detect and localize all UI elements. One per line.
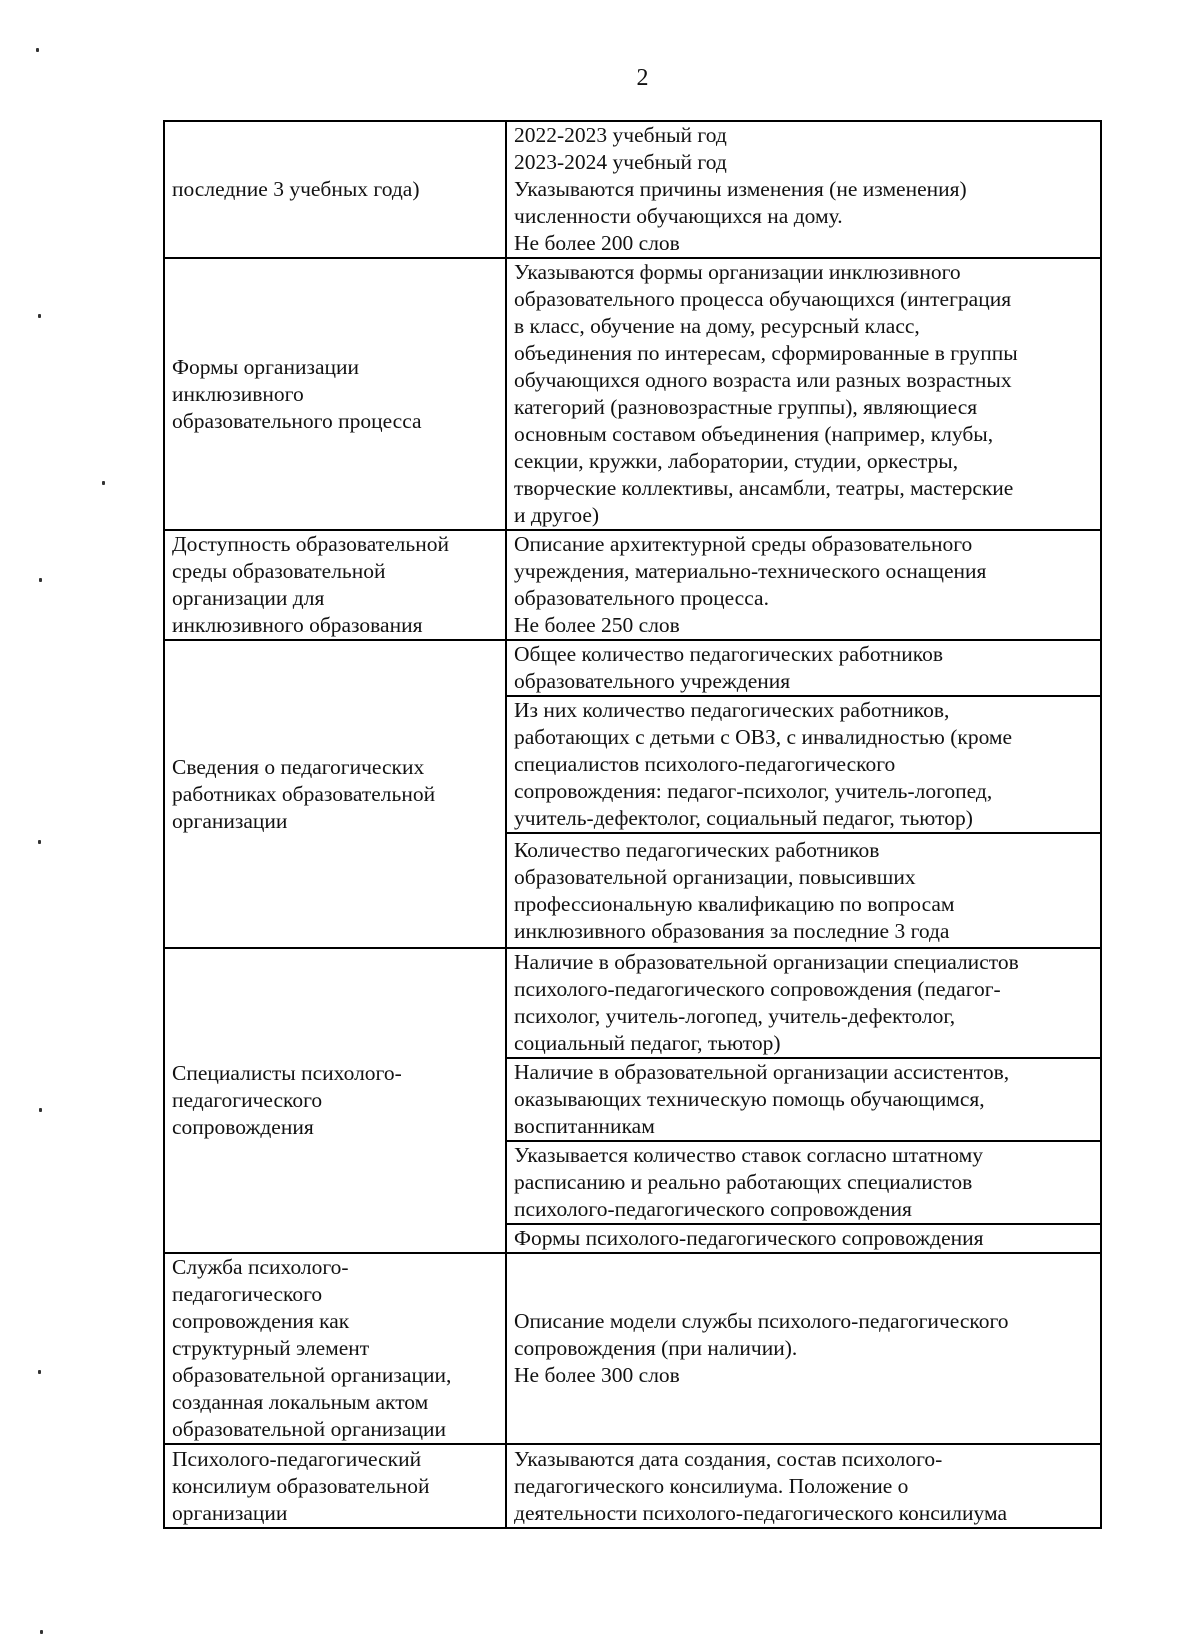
table-row xyxy=(164,258,1101,530)
text-line: оказывающих техническую помощь обучающимся, xyxy=(514,1087,985,1111)
text-line: образовательной организации, повысивших xyxy=(514,864,916,889)
text-line: образовательного процесса xyxy=(172,408,422,433)
row-label xyxy=(164,530,506,640)
scan-speck xyxy=(39,1108,42,1112)
table-row xyxy=(164,1253,1101,1444)
table-row xyxy=(164,1444,1101,1528)
text-line: работающих с детьми с ОВЗ, с инвалидностью (кроме xyxy=(514,725,1013,749)
text-line: образовательного процесса обучающихся (интеграция xyxy=(514,287,1012,311)
row-description xyxy=(506,1141,1101,1224)
text-line: 2023-2024 учебный год xyxy=(514,150,727,174)
row-description xyxy=(506,833,1101,948)
row-description xyxy=(506,530,1101,640)
text-line: педагогического консилиума. Положение о xyxy=(514,1473,909,1498)
text-line: консилиум образовательной xyxy=(172,1473,430,1498)
scan-speck xyxy=(38,1370,41,1374)
text-line: Указываются причины изменения (не изменения) xyxy=(514,177,967,201)
text-line: Формы психолого-педагогического сопровождения xyxy=(514,1226,984,1250)
text-line: образовательной организации, xyxy=(172,1363,452,1387)
text-line: Не более 300 слов xyxy=(514,1363,680,1387)
row-label xyxy=(164,640,506,948)
row-label xyxy=(164,258,506,530)
text-line: работниках образовательной xyxy=(172,781,436,806)
text-line: деятельности психолого-педагогического консилиума xyxy=(514,1500,1007,1525)
text-line: психолог, учитель-логопед, учитель-дефектолог, xyxy=(514,1004,956,1028)
row-description xyxy=(506,1253,1101,1444)
text-line: основным составом объединения (например, клубы, xyxy=(514,422,994,446)
text-line: среды образовательной xyxy=(172,559,386,583)
text-line: Психолого-педагогический xyxy=(172,1446,422,1471)
text-line: 2022-2023 учебный год xyxy=(514,123,727,147)
text-line: образовательного учреждения xyxy=(514,669,791,693)
scan-speck xyxy=(39,578,42,582)
info-table xyxy=(163,120,1102,1529)
text-line: педагогического xyxy=(172,1088,323,1112)
table-row xyxy=(164,948,1101,1058)
row-description xyxy=(506,258,1101,530)
text-line: воспитанникам xyxy=(514,1114,655,1138)
text-line: Формы организации xyxy=(172,354,360,379)
text-line: объединения по интересам, сформированные в группы xyxy=(514,341,1018,365)
text-line: структурный элемент xyxy=(172,1336,370,1360)
text-line: секции, кружки, лаборатории, студии, оркестры, xyxy=(514,449,959,473)
table-row xyxy=(164,530,1101,640)
text-line: психолого-педагогического сопровождения (педагог- xyxy=(514,977,1001,1001)
text-line: образовательной организации xyxy=(172,1417,446,1441)
text-line: инклюзивного образования xyxy=(172,613,423,637)
text-line: специалистов психолого-педагогического xyxy=(514,752,896,776)
text-line: Указываются дата создания, состав психолого- xyxy=(514,1446,943,1471)
text-line: Не более 200 слов xyxy=(514,231,680,255)
scan-speck xyxy=(36,48,39,52)
row-description xyxy=(506,1444,1101,1528)
text-line: и другое) xyxy=(514,503,600,527)
text-line: Специалисты психолого- xyxy=(172,1061,402,1085)
text-line: Не более 250 слов xyxy=(514,613,680,637)
text-line: образовательного процесса. xyxy=(514,586,769,610)
text-line: организации для xyxy=(172,586,325,610)
row-description xyxy=(506,696,1101,833)
table-row xyxy=(164,121,1101,258)
scan-speck xyxy=(102,481,105,485)
text-line: сопровождения: педагог-психолог, учитель-логопед, xyxy=(514,779,993,803)
page-number: 2 xyxy=(636,65,649,91)
text-line: Указывается количество ставок согласно штатному xyxy=(514,1143,983,1167)
row-label xyxy=(164,121,506,258)
text-line: Наличие в образовательной организации ассистентов, xyxy=(514,1060,1010,1084)
row-label xyxy=(164,1444,506,1528)
scan-speck xyxy=(38,314,41,318)
text-line: учреждения, материально-технического оснащения xyxy=(514,559,987,583)
text-line: Из них количество педагогических работников, xyxy=(514,698,950,722)
text-line: последние 3 учебных года) xyxy=(172,177,420,201)
text-line: Количество педагогических работников xyxy=(514,837,880,862)
text-line: профессиональную квалификацию по вопросам xyxy=(514,891,955,916)
row-description xyxy=(506,1058,1101,1141)
row-label xyxy=(164,1253,506,1444)
text-line: сопровождения как xyxy=(172,1309,350,1333)
text-line: Указываются формы организации инклюзивного xyxy=(514,260,961,284)
text-line: организации xyxy=(172,1500,288,1525)
row-label xyxy=(164,948,506,1253)
row-description xyxy=(506,121,1101,258)
text-line: инклюзивного xyxy=(172,381,304,406)
scan-speck xyxy=(40,1630,43,1634)
text-line: Наличие в образовательной организации специалистов xyxy=(514,950,1019,974)
text-line: численности обучающихся на дому. xyxy=(514,204,843,228)
text-line: категорий (разновозрастные группы), являющиеся xyxy=(514,395,978,419)
row-description xyxy=(506,1224,1101,1253)
text-line: обучающихся одного возраста или разных возрастных xyxy=(514,368,1012,392)
text-line: расписанию и реально работающих специалистов xyxy=(514,1170,973,1194)
text-line: Служба психолого- xyxy=(172,1255,349,1279)
row-description xyxy=(506,640,1101,696)
row-description xyxy=(506,948,1101,1058)
text-line: созданная локальным актом xyxy=(172,1390,429,1414)
scan-speck xyxy=(38,840,41,844)
text-line: в класс, обучение на дому, ресурсный класс, xyxy=(514,314,920,338)
text-line: сопровождения (при наличии). xyxy=(514,1336,798,1360)
text-line: социальный педагог, тьютор) xyxy=(514,1031,781,1055)
text-line: психолого-педагогического сопровождения xyxy=(514,1197,912,1221)
text-line: инклюзивного образования за последние 3 года xyxy=(514,918,950,943)
text-line: организации xyxy=(172,808,288,833)
text-line: педагогического xyxy=(172,1282,323,1306)
text-line: Сведения о педагогических xyxy=(172,754,425,779)
text-line: Описание архитектурной среды образовательного xyxy=(514,532,973,556)
text-line: Описание модели службы психолого-педагогического xyxy=(514,1309,1009,1333)
text-line: учитель-дефектолог, социальный педагог, тьютор) xyxy=(514,806,973,830)
text-line: Общее количество педагогических работников xyxy=(514,642,943,666)
text-line: Доступность образовательной xyxy=(172,532,449,556)
table-row xyxy=(164,640,1101,696)
text-line: сопровождения xyxy=(172,1115,314,1139)
text-line: творческие коллективы, ансамбли, театры, мастерские xyxy=(514,476,1014,500)
